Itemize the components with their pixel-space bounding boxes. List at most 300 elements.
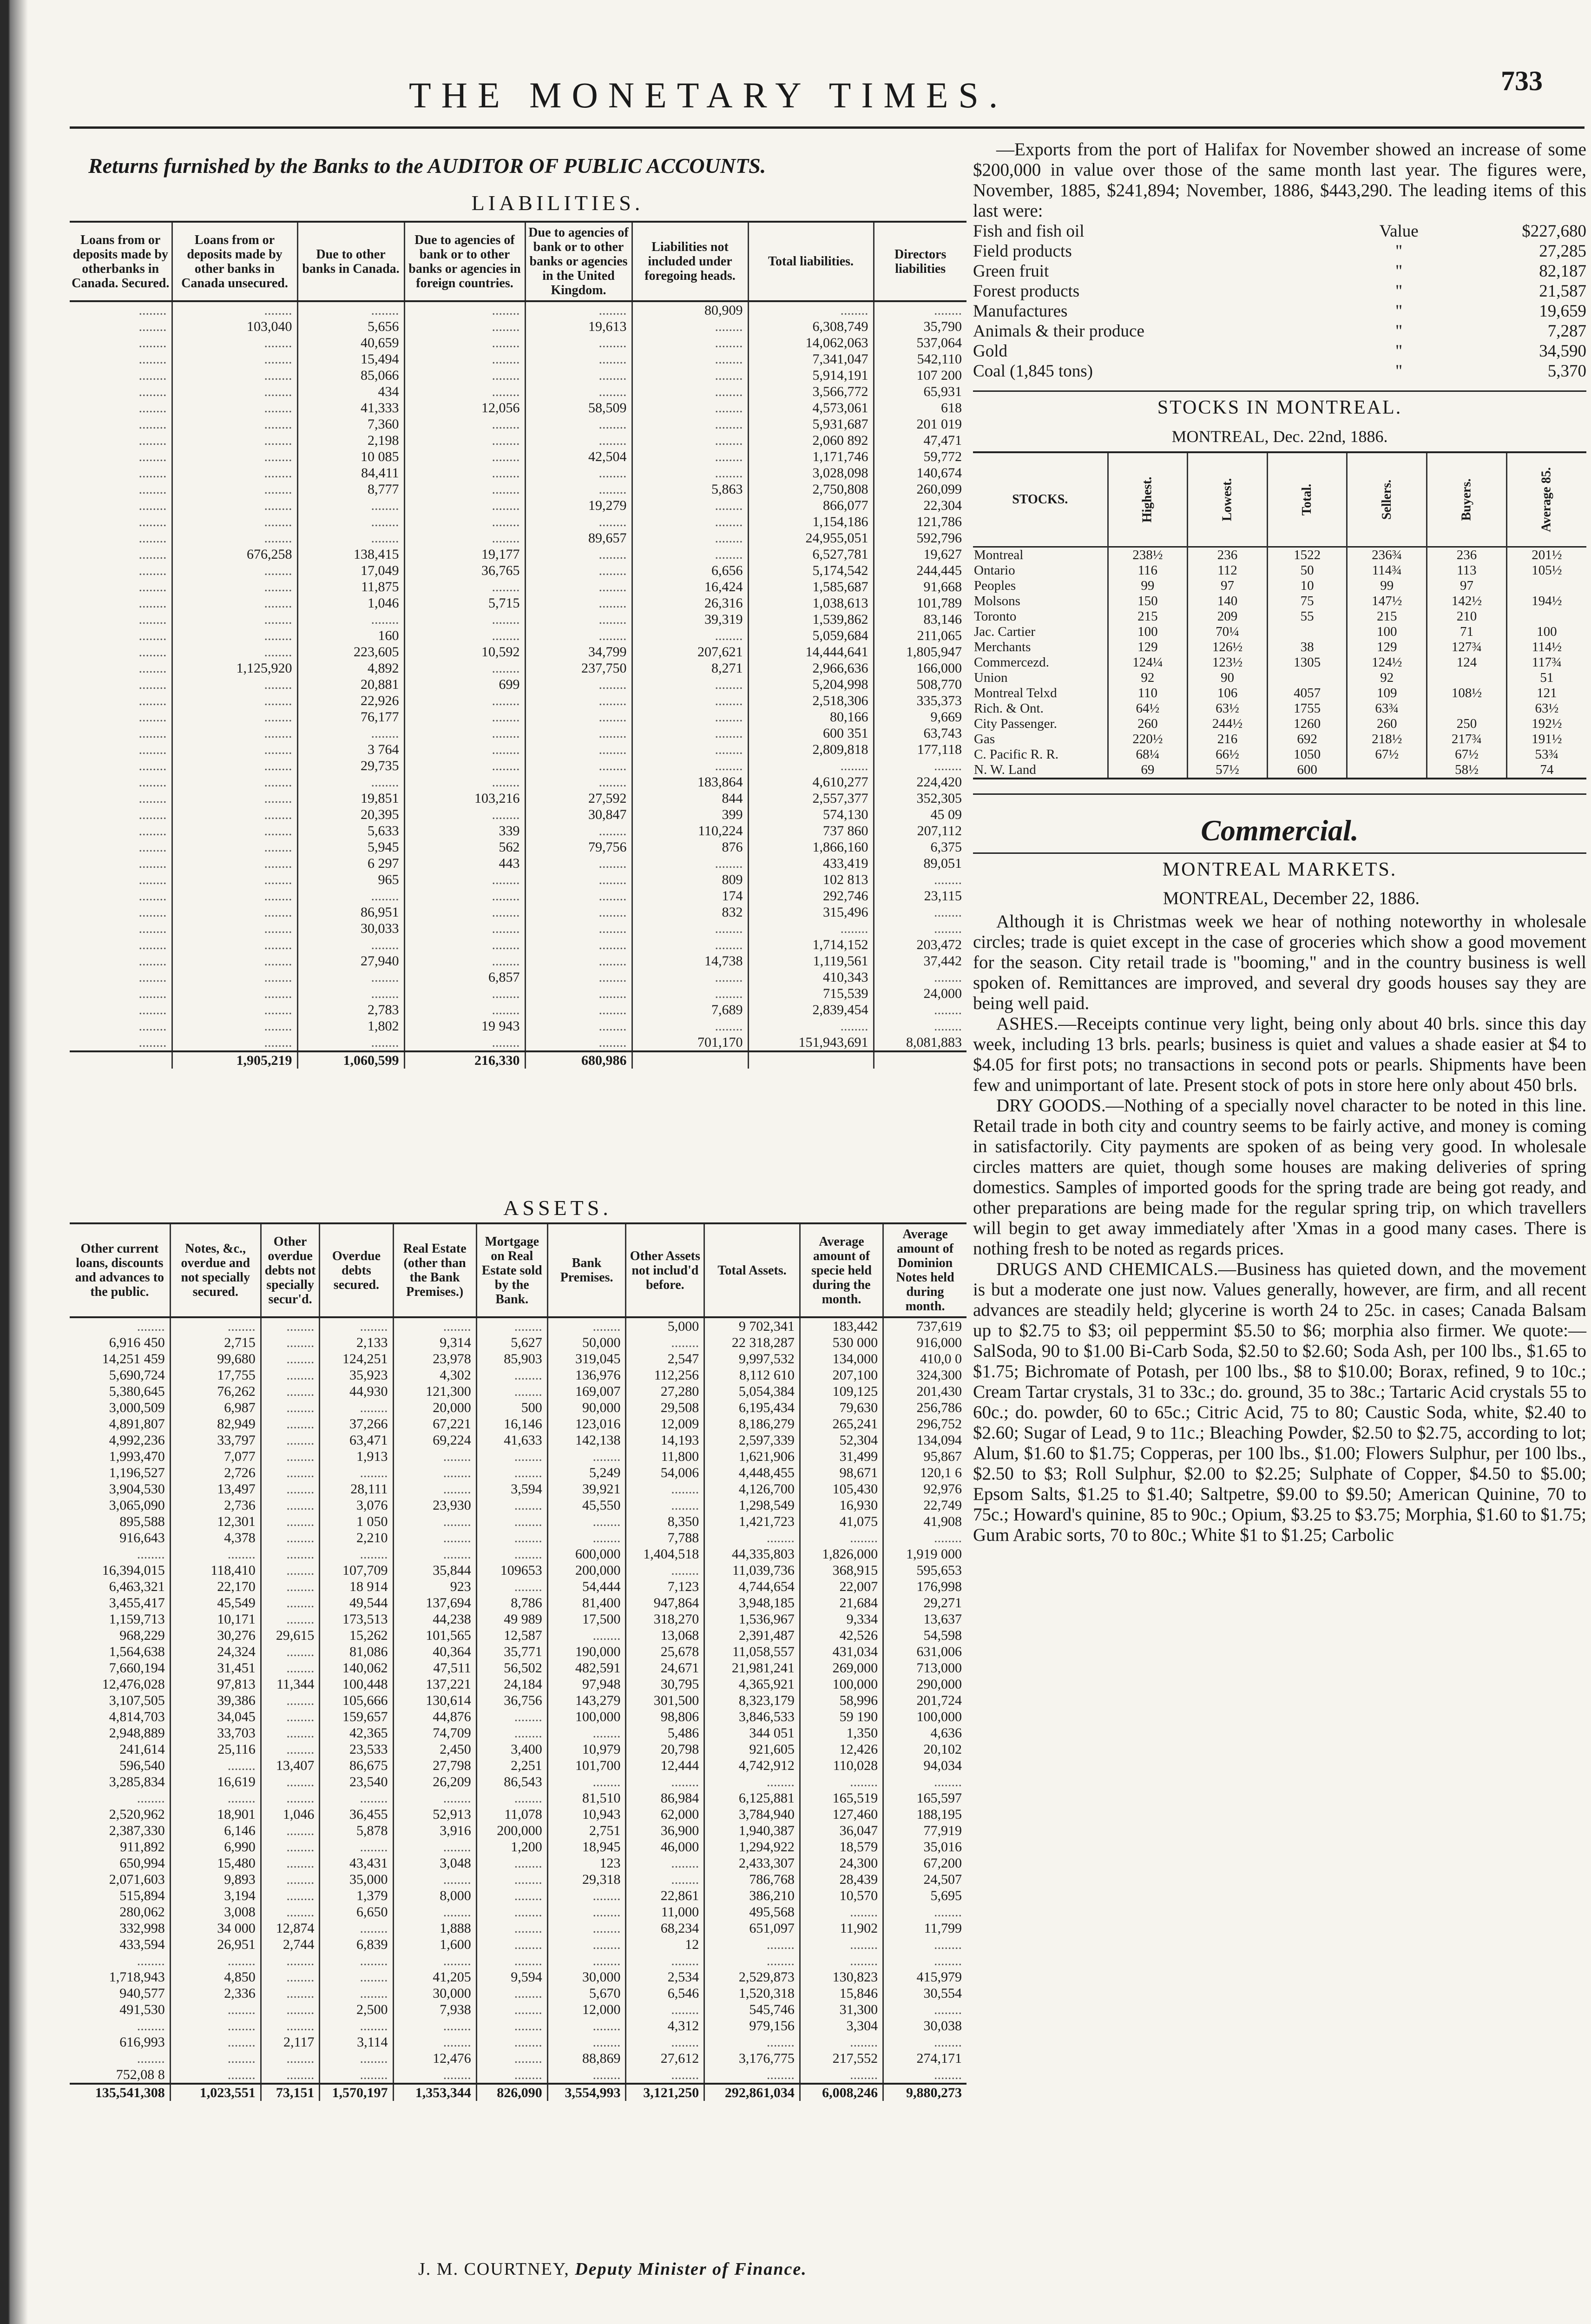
stocks-row (973, 609, 1586, 624)
export-item-name: Gold (973, 342, 1007, 361)
liabilities-cell: ........ (138, 595, 167, 611)
assets-cell: 140,062 (320, 1660, 393, 1676)
assets-cell: 24,184 (476, 1676, 547, 1692)
stocks-cell: 113 (1427, 563, 1507, 578)
liabilities-cell: ........ (874, 1018, 966, 1034)
liabilities-cell: ........ (632, 318, 748, 335)
liabilities-cell: 244,445 (874, 562, 966, 579)
assets-cell: 324,300 (883, 1367, 966, 1383)
liabilities-cell: ........ (297, 985, 404, 1002)
assets-row (70, 2018, 966, 2034)
liabilities-cell: ........ (632, 546, 748, 562)
assets-cell: 2,251 (476, 1757, 547, 1774)
assets-row (70, 1317, 966, 1334)
liabilities-cell: ........ (138, 905, 167, 920)
assets-cell: 30,000 (547, 1969, 626, 1985)
stocks-cell (1506, 578, 1586, 594)
liabilities-cell: ........ (138, 970, 167, 985)
liabilities-cell: ........ (138, 758, 167, 773)
liabilities-row (70, 872, 966, 888)
assets-cell: ........ (261, 1904, 320, 1920)
assets-cell: 265,241 (800, 1416, 883, 1432)
divider (973, 852, 1586, 854)
assets-cell: 86,543 (476, 1774, 547, 1790)
liabilities-cell: 23,115 (874, 888, 966, 904)
liabilities-cell: 15,494 (297, 351, 404, 367)
assets-cell: 6,195,434 (704, 1400, 800, 1416)
assets-cell: 136,976 (547, 1367, 626, 1383)
assets-total-cell: 3,554,993 (547, 2084, 626, 2101)
liabilities-cell: ........ (748, 920, 874, 937)
stocks-column-label: Buyers. (1459, 478, 1474, 521)
assets-row (70, 1741, 966, 1757)
liabilities-cell: ........ (172, 1002, 297, 1018)
assets-cell: 2,433,307 (704, 1855, 800, 1871)
assets-cell: 4,744,654 (704, 1578, 800, 1595)
liabilities-cell: ........ (138, 482, 167, 497)
liabilities-cell: ........ (525, 546, 632, 562)
liabilities-cell: ........ (138, 693, 167, 708)
liabilities-cell: 177,118 (874, 741, 966, 758)
assets-row (70, 1969, 966, 1985)
liabilities-cell: ........ (138, 1018, 167, 1034)
assets-cell: 97,948 (547, 1676, 626, 1692)
export-item (973, 281, 1586, 301)
assets-cell: 8,186,279 (704, 1416, 800, 1432)
liabilities-cell: ........ (525, 676, 632, 693)
assets-cell: ........ (320, 2050, 393, 2067)
stocks-cell: 140 (1188, 594, 1268, 609)
assets-cell: ........ (170, 1317, 261, 1334)
stocks-cell: 127¾ (1427, 640, 1507, 655)
liabilities-cell: 600 351 (748, 725, 874, 741)
liabilities-total-cell: 216,330 (404, 1051, 525, 1069)
stocks-cell: 260 (1108, 716, 1188, 732)
assets-cell: 3,904,530 (109, 1481, 165, 1497)
liabilities-cell: ........ (632, 709, 748, 725)
assets-cell: ........ (883, 1530, 966, 1546)
assets-cell: 76,262 (170, 1383, 261, 1400)
assets-cell: ........ (626, 1334, 704, 1351)
liabilities-cell: 160 (297, 627, 404, 644)
liabilities-cell: ........ (297, 301, 404, 318)
liabilities-cell: 292,746 (748, 888, 874, 904)
assets-cell: ........ (547, 1725, 626, 1741)
liabilities-cell: 260,099 (874, 481, 966, 497)
assets-cell: 5,380,645 (109, 1384, 165, 1399)
export-item (973, 341, 1586, 361)
stocks-cell: 105½ (1506, 563, 1586, 578)
liabilities-row (70, 741, 966, 758)
liabilities-cell: ........ (297, 774, 404, 790)
assets-cell: 36,756 (476, 1692, 547, 1709)
liabilities-cell: 203,472 (874, 937, 966, 953)
liabilities-cell: 1,866,160 (748, 839, 874, 855)
assets-cell: ........ (261, 1497, 320, 1513)
assets-cell: ........ (261, 1367, 320, 1383)
stocks-cell: 69 (1108, 762, 1188, 779)
assets-cell: ........ (170, 1757, 261, 1774)
assets-cell: 44,335,803 (704, 1546, 800, 1562)
liabilities-cell: ........ (404, 904, 525, 920)
liabilities-row (70, 969, 966, 985)
assets-cell: ........ (476, 1383, 547, 1400)
liabilities-cell: ........ (172, 432, 297, 449)
assets-cell: 1,919 000 (883, 1546, 966, 1562)
assets-cell: 616,993 (119, 2034, 165, 2050)
export-item-unit: " (1395, 302, 1403, 321)
assets-cell: ........ (476, 2050, 547, 2067)
assets-cell: 13,407 (261, 1757, 320, 1774)
liabilities-cell: 339 (404, 823, 525, 839)
stocks-cell: 126½ (1188, 640, 1268, 655)
assets-cell: 2,133 (320, 1334, 393, 1351)
assets-cell: 35,923 (320, 1367, 393, 1383)
stocks-cell: 109 (1347, 686, 1427, 701)
liabilities-cell: ........ (404, 888, 525, 904)
liabilities-row (70, 335, 966, 351)
assets-cell: 916,000 (883, 1334, 966, 1351)
liabilities-cell: 6 297 (297, 855, 404, 872)
assets-cell: ........ (261, 1709, 320, 1725)
assets-cell: 120,1 6 (883, 1465, 966, 1481)
assets-cell: 12,587 (476, 1627, 547, 1644)
assets-cell: 79,630 (800, 1400, 883, 1416)
liabilities-cell: ........ (748, 758, 874, 774)
assets-cell: ........ (626, 1871, 704, 1888)
assets-cell: 22 318,287 (704, 1334, 800, 1351)
assets-column-header: Bank Premises. (547, 1223, 626, 1317)
assets-cell: 11,058,557 (704, 1644, 800, 1660)
assets-cell: 6,463,321 (109, 1579, 165, 1594)
assets-cell: 33,797 (170, 1432, 261, 1448)
liabilities-cell: ........ (632, 969, 748, 985)
liabilities-row (70, 611, 966, 627)
liabilities-cell: 58,509 (525, 400, 632, 416)
assets-cell: ........ (261, 2050, 320, 2067)
liabilities-cell: ........ (138, 319, 167, 334)
liabilities-cell: 433,419 (748, 855, 874, 872)
liabilities-column-header: Due to other banks in Canada. (297, 222, 404, 301)
assets-cell: 319,045 (547, 1351, 626, 1367)
assets-cell: 2,715 (170, 1334, 261, 1351)
assets-cell: 100,000 (883, 1709, 966, 1725)
assets-cell: ........ (626, 1481, 704, 1497)
liabilities-cell: ........ (172, 562, 297, 579)
assets-row (70, 1676, 966, 1692)
assets-cell: 3,176,775 (704, 2050, 800, 2067)
liabilities-cell: ........ (138, 1002, 167, 1017)
assets-cell: 3,008 (170, 1904, 261, 1920)
liabilities-cell: 27,592 (525, 790, 632, 806)
liabilities-cell: 2,198 (297, 432, 404, 449)
liabilities-cell: 574,130 (748, 806, 874, 823)
liabilities-cell: 80,909 (632, 301, 748, 318)
assets-row (70, 1400, 966, 1416)
assets-cell: 100,448 (320, 1676, 393, 1692)
liabilities-cell: ........ (172, 709, 297, 725)
liabilities-cell: ........ (297, 514, 404, 530)
assets-cell: 188,195 (883, 1806, 966, 1822)
liabilities-row (70, 432, 966, 449)
liabilities-cell: 1,805,947 (874, 644, 966, 660)
assets-cell: ........ (626, 1953, 704, 1969)
assets-cell: ........ (261, 1513, 320, 1530)
assets-cell: 24,507 (883, 1871, 966, 1888)
liabilities-cell: ........ (525, 627, 632, 644)
assets-cell: 3,948,185 (704, 1595, 800, 1611)
assets-total-cell: 6,008,246 (800, 2084, 883, 2101)
assets-cell: ........ (261, 2001, 320, 2018)
stocks-cell: 67½ (1347, 747, 1427, 762)
liabilities-total-cell (632, 1051, 748, 1069)
assets-cell: 15,480 (170, 1855, 261, 1871)
liabilities-cell: 8,081,883 (874, 1034, 966, 1051)
assets-cell: 332,998 (119, 1921, 165, 1936)
liabilities-cell: 24,000 (874, 985, 966, 1002)
liabilities-cell: ........ (138, 400, 167, 416)
assets-cell: ........ (626, 1855, 704, 1871)
assets-cell: 9,334 (800, 1611, 883, 1627)
assets-cell: 752,08 8 (116, 2067, 165, 2082)
liabilities-cell: ........ (525, 1034, 632, 1051)
signature-title: Deputy Minister of Finance. (575, 2259, 807, 2279)
page-number: 733 (1501, 66, 1543, 96)
assets-cell: 35,844 (393, 1562, 476, 1578)
stocks-cell: Jac. Cartier (974, 624, 1036, 639)
assets-cell: 7,077 (170, 1448, 261, 1465)
assets-cell: 31,499 (800, 1448, 883, 1465)
assets-cell: 165,519 (800, 1790, 883, 1806)
liabilities-cell: 20,395 (297, 806, 404, 823)
liabilities-cell: 844 (632, 790, 748, 806)
liabilities-cell: 2,966,636 (748, 660, 874, 676)
assets-cell: 9,893 (170, 1871, 261, 1888)
stocks-cell: Union (974, 670, 1008, 685)
assets-cell: 5,690,724 (109, 1367, 165, 1383)
liabilities-row (70, 1002, 966, 1018)
liabilities-cell: ........ (172, 514, 297, 530)
assets-cell: ........ (261, 1578, 320, 1595)
assets-row (70, 1725, 966, 1741)
export-item (973, 221, 1586, 241)
liabilities-cell: ........ (172, 920, 297, 937)
stocks-cell: 63½ (1188, 701, 1268, 716)
assets-cell: ........ (547, 1904, 626, 1920)
assets-cell: 13,068 (626, 1627, 704, 1644)
assets-cell: ........ (261, 1562, 320, 1578)
assets-cell: 42,365 (320, 1725, 393, 1741)
liabilities-cell: 80,166 (748, 709, 874, 725)
assets-row (70, 1790, 966, 1806)
liabilities-cell: ........ (525, 514, 632, 530)
assets-cell: 1,379 (320, 1888, 393, 1904)
liabilities-cell: ........ (404, 806, 525, 823)
stocks-cell: 250 (1427, 716, 1507, 732)
liabilities-cell: ........ (874, 904, 966, 920)
liabilities-cell: ........ (632, 920, 748, 937)
export-item-name: Fish and fish oil (973, 222, 1085, 241)
assets-cell: 12 (626, 1936, 704, 1953)
liabilities-cell: 6,375 (874, 839, 966, 855)
assets-cell: 14,251 459 (102, 1351, 165, 1367)
assets-cell: 44,876 (393, 1709, 476, 1725)
assets-cell: 137,694 (393, 1595, 476, 1611)
liabilities-cell: ........ (172, 481, 297, 497)
liabilities-total-cell (748, 1051, 874, 1069)
liabilities-cell: 16,424 (632, 579, 748, 595)
assets-cell: 31,451 (170, 1660, 261, 1676)
liabilities-cell: ........ (632, 351, 748, 367)
assets-total-cell: 73,151 (261, 2084, 320, 2101)
assets-column-header: Real Estate (other than the Bank Premises.) (393, 1223, 476, 1317)
stocks-cell: Merchants (974, 640, 1031, 654)
liabilities-cell: 30,033 (297, 920, 404, 937)
assets-cell: 410,0 0 (883, 1351, 966, 1367)
liabilities-cell: 207,112 (874, 823, 966, 839)
assets-cell: 415,979 (883, 1969, 966, 1985)
commercial-paragraph: Although it is Christmas week we hear of nothing noteworthy in wholesale circles; trade is quiet except in the case of groceries which show a good movement for the season. City retail trade is "booming," and in the country business is well spoken of. Remittances are improved, and several dry goods houses say they are being well paid. (973, 911, 1586, 1013)
assets-cell: 1,520,318 (704, 1985, 800, 2001)
stocks-cell: 123½ (1188, 655, 1268, 670)
liabilities-cell: 59,772 (874, 449, 966, 465)
liabilities-cell: ........ (632, 741, 748, 758)
liabilities-cell: 2,839,454 (748, 1002, 874, 1018)
assets-cell: 7,123 (626, 1578, 704, 1595)
liabilities-cell: ........ (172, 969, 297, 985)
liabilities-cell: 47,471 (874, 432, 966, 449)
liabilities-cell: 8,271 (632, 660, 748, 676)
stocks-row (973, 747, 1586, 762)
liabilities-cell: ........ (525, 872, 632, 888)
assets-cell: ........ (261, 1611, 320, 1627)
liabilities-cell: 315,496 (748, 904, 874, 920)
export-item-name: Animals & their produce (973, 322, 1144, 341)
assets-cell: ........ (626, 2001, 704, 2018)
assets-cell: ........ (393, 1465, 476, 1481)
stocks-cell: 38 (1267, 640, 1347, 655)
assets-cell: ........ (261, 1790, 320, 1806)
liabilities-cell: 5,174,542 (748, 562, 874, 579)
assets-cell: 18,901 (170, 1806, 261, 1822)
assets-cell: 14,193 (626, 1432, 704, 1448)
liabilities-cell: ........ (525, 335, 632, 351)
divider (973, 793, 1586, 795)
assets-cell: 45,550 (547, 1497, 626, 1513)
assets-cell: 1,826,000 (800, 1546, 883, 1562)
liabilities-row (70, 937, 966, 953)
liabilities-cell: ........ (172, 725, 297, 741)
stocks-cell: 50 (1267, 563, 1347, 578)
assets-cell: ........ (393, 1546, 476, 1562)
assets-cell: ........ (261, 1725, 320, 1741)
stocks-cell: 215 (1347, 609, 1427, 624)
assets-cell: 1,913 (320, 1448, 393, 1465)
assets-cell: ........ (170, 1953, 261, 1969)
stocks-cell (1427, 701, 1507, 716)
assets-cell: 10,570 (800, 1888, 883, 1904)
liabilities-cell: 5,204,998 (748, 676, 874, 693)
assets-cell: 69,224 (393, 1432, 476, 1448)
assets-cell: 52,304 (800, 1432, 883, 1448)
stocks-column-header (1427, 452, 1507, 547)
assets-cell: 63,471 (320, 1432, 393, 1448)
liabilities-cell: 676,258 (172, 546, 297, 562)
assets-cell: ........ (261, 1481, 320, 1497)
liabilities-row (70, 627, 966, 644)
assets-cell: ........ (547, 1920, 626, 1936)
stocks-cell: 220½ (1108, 732, 1188, 747)
liabilities-cell: ........ (138, 709, 167, 725)
liabilities-cell: 91,668 (874, 579, 966, 595)
stocks-cell: 129 (1347, 640, 1427, 655)
liabilities-cell: ........ (632, 725, 748, 741)
assets-cell: ........ (476, 1904, 547, 1920)
liabilities-row (70, 644, 966, 660)
assets-cell: 134,000 (800, 1351, 883, 1367)
liabilities-cell: 5,633 (297, 823, 404, 839)
liabilities-cell: ........ (172, 855, 297, 872)
export-item-value: 7,287 (1547, 322, 1586, 341)
liabilities-cell: ........ (297, 611, 404, 627)
assets-cell: ........ (476, 1546, 547, 1562)
assets-cell: 39,386 (170, 1692, 261, 1709)
export-item (973, 321, 1586, 341)
assets-cell: ........ (704, 1530, 800, 1546)
assets-cell: 183,442 (800, 1317, 883, 1334)
liabilities-row (70, 774, 966, 790)
liabilities-row (70, 693, 966, 709)
stocks-cell: 99 (1347, 578, 1427, 594)
assets-cell: 16,394,015 (102, 1563, 165, 1578)
assets-cell: ........ (393, 2067, 476, 2084)
stocks-title: STOCKS IN MONTREAL. (1157, 397, 1402, 418)
stocks-cell (1347, 762, 1427, 779)
assets-cell: 6,125,881 (704, 1790, 800, 1806)
liabilities-cell: ........ (138, 547, 167, 562)
assets-row (70, 1465, 966, 1481)
assets-cell: 74,709 (393, 1725, 476, 1741)
assets-cell: 3,048 (393, 1855, 476, 1871)
liabilities-cell: ........ (297, 937, 404, 953)
assets-column-header: Total Assets. (704, 1223, 800, 1317)
liabilities-cell: ........ (138, 530, 167, 546)
liabilities-cell: ........ (525, 937, 632, 953)
liabilities-cell: ........ (632, 367, 748, 383)
assets-cell: 34,045 (170, 1709, 261, 1725)
assets-cell: ........ (800, 2034, 883, 2050)
assets-cell: ........ (393, 1839, 476, 1855)
assets-row (70, 1578, 966, 1595)
liabilities-cell: 37,442 (874, 953, 966, 969)
stocks-cell: City Passenger. (974, 716, 1057, 731)
assets-table (70, 1222, 966, 2101)
assets-cell: 35,000 (320, 1871, 393, 1888)
liabilities-cell: 1,714,152 (748, 937, 874, 953)
assets-cell: ........ (476, 1920, 547, 1936)
liabilities-cell: ........ (632, 985, 748, 1002)
export-item-name: Field products (973, 242, 1072, 261)
assets-cell: 59 190 (800, 1709, 883, 1725)
liabilities-cell: 89,657 (525, 530, 632, 546)
assets-cell: 112,256 (626, 1367, 704, 1383)
liabilities-cell: ........ (172, 937, 297, 953)
assets-cell: ........ (393, 1790, 476, 1806)
liabilities-row (70, 481, 966, 497)
assets-row (70, 2067, 966, 2084)
liabilities-cell: 224,420 (874, 774, 966, 790)
liabilities-cell: ........ (404, 693, 525, 709)
